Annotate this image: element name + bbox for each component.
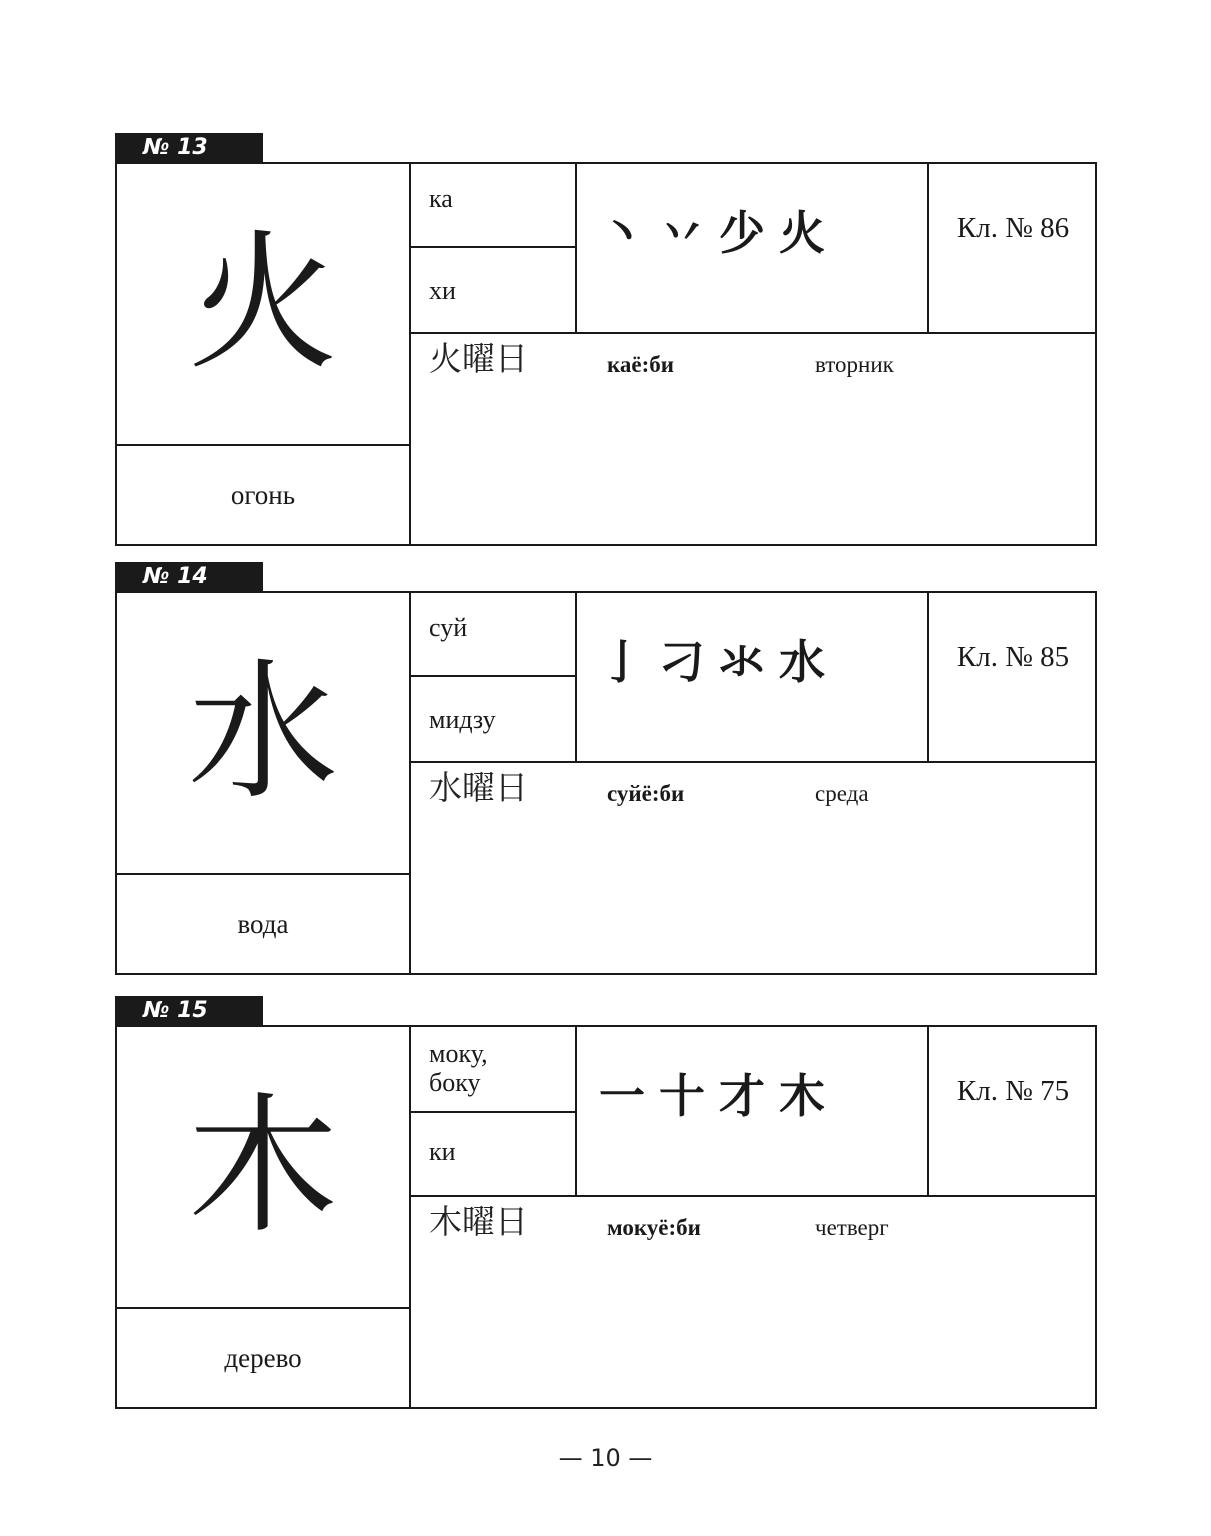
stroke-step: 亅 xyxy=(599,635,645,689)
stroke-step: 少 xyxy=(719,206,765,260)
kun-reading: мидзу xyxy=(429,705,496,734)
on-reading: моку, боку xyxy=(429,1039,488,1097)
kanji-meaning: вода xyxy=(237,908,289,939)
radical-number: Кл. № 75 xyxy=(956,1075,1070,1107)
compound-meaning: среда xyxy=(815,781,869,806)
stroke-step: 才 xyxy=(719,1069,765,1123)
kanji-meaning: дерево xyxy=(224,1342,302,1373)
stroke-step: 氺 xyxy=(719,635,765,689)
card-frame xyxy=(115,162,1097,546)
stroke-step: 丷 xyxy=(659,206,705,260)
stroke-step: 火 xyxy=(779,206,825,260)
card-number-tag: № 14 xyxy=(115,562,263,592)
stroke-order xyxy=(579,1027,929,1195)
radical-number: Кл. № 85 xyxy=(956,641,1070,673)
stroke-step: 刁 xyxy=(659,635,705,689)
card-number-tag: № 13 xyxy=(115,133,263,163)
card-frame xyxy=(115,1025,1097,1409)
compound-word: 火曜日 xyxy=(429,339,528,378)
compound-word: 木曜日 xyxy=(429,1202,528,1241)
stroke-step: 十 xyxy=(659,1069,705,1123)
compound-reading: каё:би xyxy=(607,352,675,377)
on-reading: ка xyxy=(429,184,453,213)
stroke-step: 丶 xyxy=(599,206,645,260)
radical-number: Кл. № 86 xyxy=(956,212,1070,244)
stroke-step: 水 xyxy=(779,635,825,689)
stroke-order xyxy=(579,164,929,332)
compound-reading: мокуё:би xyxy=(607,1215,701,1240)
compound-word: 水曜日 xyxy=(429,768,528,807)
on-reading: суй xyxy=(429,613,468,642)
kanji-meaning: огонь xyxy=(230,479,296,510)
main-kanji: 木 xyxy=(187,1080,338,1254)
stroke-step: 木 xyxy=(779,1069,825,1123)
card-number-tag: № 15 xyxy=(115,996,263,1026)
main-kanji: 水 xyxy=(187,646,338,820)
compound-meaning: четверг xyxy=(815,1215,889,1240)
card-frame xyxy=(115,591,1097,975)
page-number: — 10 — xyxy=(558,1444,653,1472)
stroke-step: 一 xyxy=(599,1069,645,1123)
main-kanji: 火 xyxy=(187,217,338,391)
stroke-order xyxy=(579,593,929,761)
compound-reading: суйё:би xyxy=(607,781,685,806)
kun-reading: хи xyxy=(429,276,456,305)
compound-meaning: вторник xyxy=(815,352,894,377)
kun-reading: ки xyxy=(429,1137,456,1166)
